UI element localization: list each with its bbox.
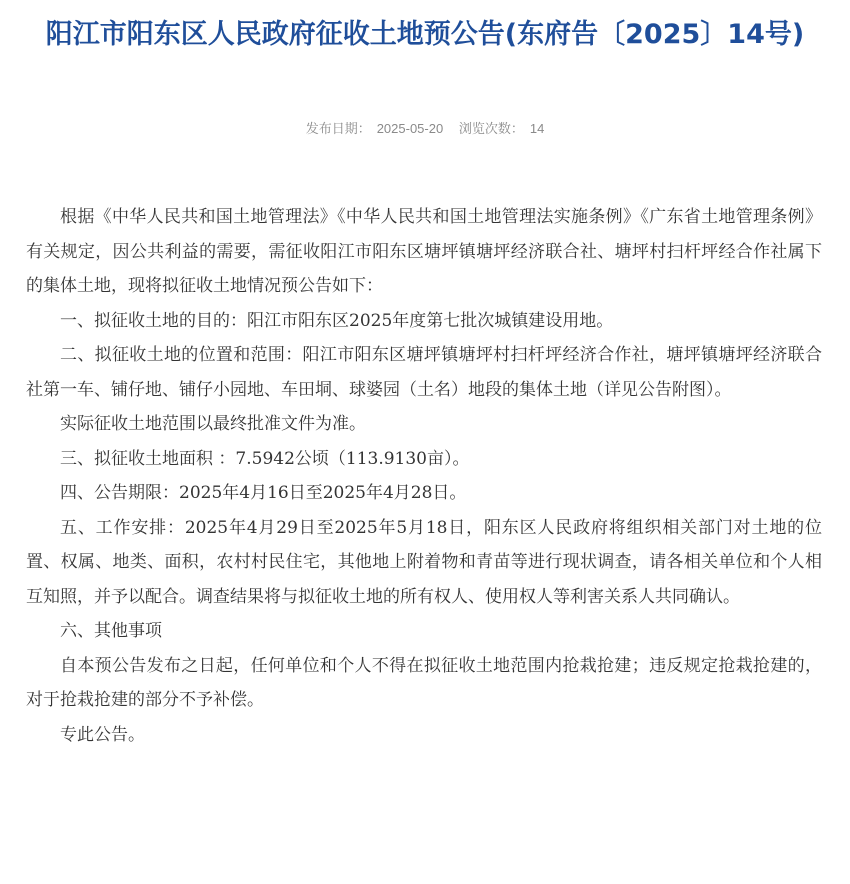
article-meta xyxy=(0,119,850,139)
view-count-value: 14 xyxy=(529,121,545,136)
view-count xyxy=(456,121,547,136)
paragraph-area: 三、拟征收土地面积 ：7.5942公顷（113.9130亩）。 xyxy=(60,448,470,469)
publish-date-value: 2025-05-20 xyxy=(376,121,444,136)
paragraph-schedule: 五、工作安排：2025年4月29日至2025年5月18日，阳东区人民政府将组织相关部门对土地的位置、权属、地类、面积，农村村民住宅，其他地上附着物和青苗等进行现状调查，请各相关单位和个人相互知照，并予以配合。调查结果将与拟征收土地的所有权人、使用权人等利害关系人共同确认。 xyxy=(26,517,822,607)
paragraph-other-heading: 六、其他事项 xyxy=(60,621,162,641)
article-body xyxy=(26,200,822,752)
paragraph-scope-note: 实际征收土地范围以最终批准文件为准。 xyxy=(60,414,366,434)
paragraph-location: 二、拟征收土地的位置和范围：阳江市阳东区塘坪镇塘坪村扫杆坪经济合作社，塘坪镇塘坪经济联合社第一车、铺仔地、铺仔小园地、车田垌、球婆园（土名）地段的集体土地（详见公告附图）。 xyxy=(26,345,822,400)
paragraph-period: 四、公告期限：2025年4月16日至2025年4月28日。 xyxy=(60,483,467,503)
page-title: 阳江市阳东区人民政府征收土地预公告(东府告〔2025〕14号) xyxy=(45,19,805,50)
paragraph-purpose: 一、拟征收土地的目的：阳江市阳东区2025年度第七批次城镇建设用地。 xyxy=(60,310,614,331)
publish-date xyxy=(303,121,447,136)
view-count-label: 浏览次数： xyxy=(458,121,524,136)
paragraph-closing: 专此公告。 xyxy=(60,724,145,745)
publish-date-label: 发布日期： xyxy=(305,121,371,136)
paragraph-intro: 根据《中华人民共和国土地管理法》《中华人民共和国土地管理法实施条例》《广东省土地管理条例》有关规定，因公共利益的需要，需征收阳江市阳东区塘坪镇塘坪经济联合社、塘坪村扫杆坪经合作社属下的集体土地，现将拟征收土地情况预公告如下： xyxy=(26,207,822,296)
paragraph-other-matters: 自本预公告发布之日起，任何单位和个人不得在拟征收土地范围内抢栽抢建；违反规定抢栽抢建的，对于抢栽抢建的部分不予补偿。 xyxy=(26,655,822,710)
